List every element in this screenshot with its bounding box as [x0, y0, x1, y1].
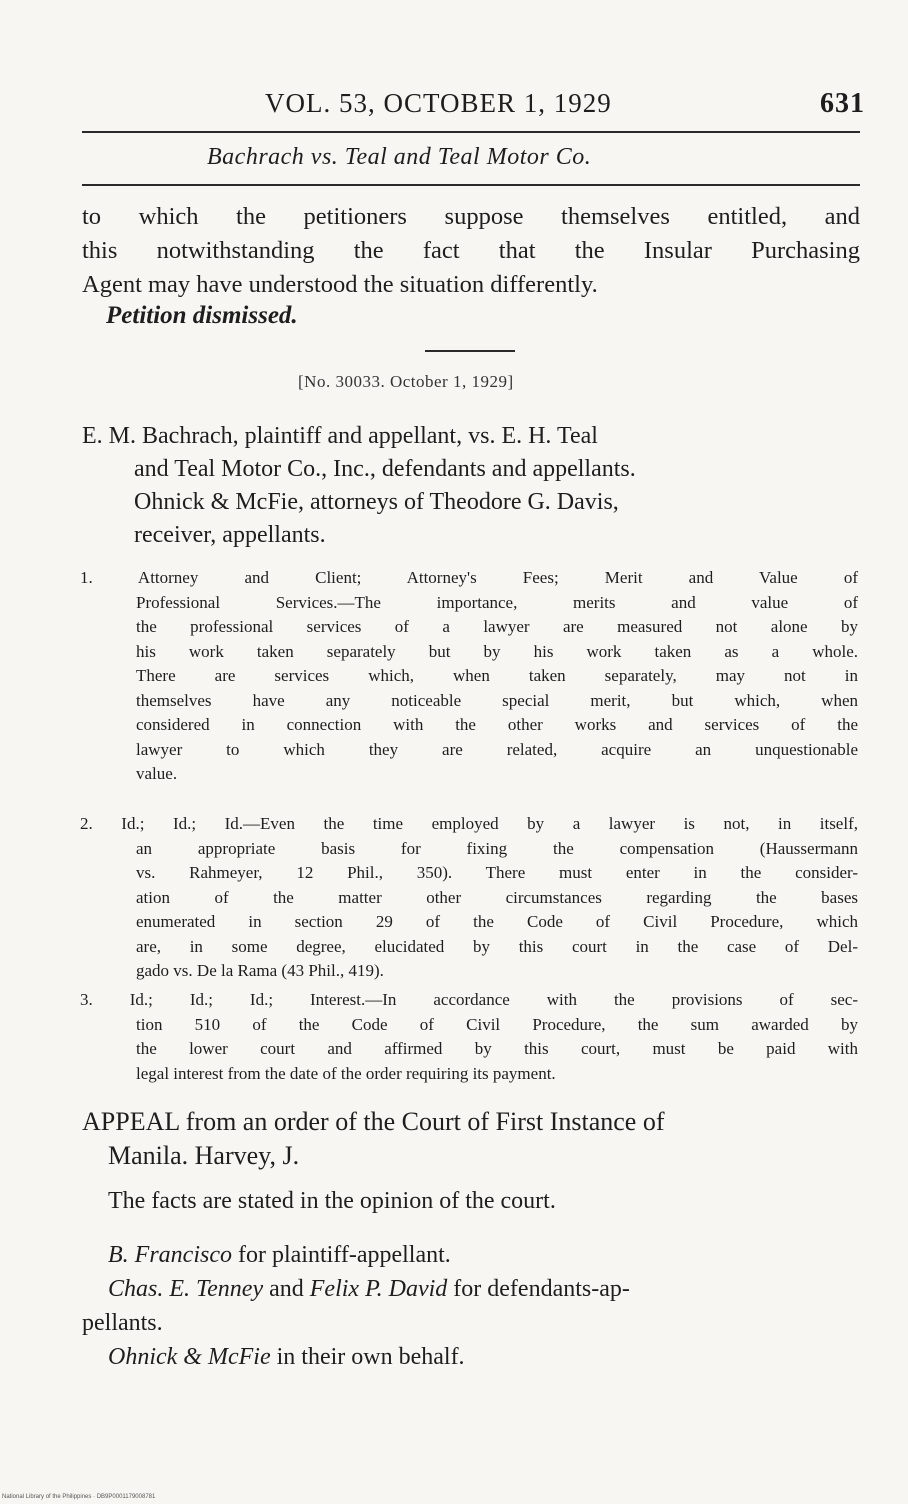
counsel-name: Chas. E. Tenney: [108, 1276, 264, 1302]
disposition: Petition dismissed.: [106, 302, 298, 329]
counsel-line: [82, 1340, 862, 1374]
counsel-line: [82, 1238, 862, 1272]
counsel-line: [82, 1272, 862, 1306]
counsel-role: in their own behalf.: [270, 1344, 465, 1370]
syllabus-line: an appropriate basis for fixing the compensation (Haussermann: [136, 838, 858, 858]
counsel-role: for plaintiff-appellant.: [231, 1242, 451, 1268]
parties-line: E. M. Bachrach, plaintiff and appellant, vs. E. H. Teal: [82, 423, 598, 449]
syllabus-line: Professional Services.—The importance, merits and value of: [136, 592, 858, 612]
syllabus-line: his work taken separately but by his work taken as a whole.: [136, 641, 858, 661]
syllabus-line: themselves have any noticeable special merit, but which, when: [136, 690, 858, 710]
syllabus-line: legal interest from the date of the order requiring its payment.: [136, 1063, 556, 1083]
syllabus-line: value.: [136, 764, 178, 783]
syllabus-item-2: [80, 812, 858, 984]
syllabus-line: enumerated in section 29 of the Code of Civil Procedure, which: [136, 912, 858, 931]
syllabus-line: vs. Rahmeyer, 12 Phil., 350). There must enter in the consider-: [136, 863, 858, 882]
counsel-name: B. Francisco: [108, 1242, 232, 1268]
syllabus-line: lawyer to which they are related, acquire an unquestionable: [136, 739, 858, 759]
header-rule: [82, 131, 860, 133]
appeal-line: APPEAL from an order of the Court of First Instance of: [82, 1107, 665, 1136]
syllabus-line: 1. Attorney and Client; Attorney's Fees; Merit and Value of: [80, 568, 858, 587]
section-divider: [425, 350, 515, 352]
archive-stamp: National Library of the Philippines · DB9P0001179008781: [2, 1494, 156, 1500]
syllabus-line: 3. Id.; Id.; Id.; Interest.—In accordance with the provisions of sec-: [80, 990, 858, 1009]
counsel-role: for defendants-ap-: [447, 1276, 630, 1302]
case-parties: [82, 420, 862, 552]
page-number: 631: [820, 88, 865, 119]
counsel-name: Ohnick & McFie: [108, 1344, 271, 1370]
parties-line: and Teal Motor Co., Inc., defendants and appellants.: [134, 456, 636, 482]
running-title: Bachrach vs. Teal and Teal Motor Co.: [207, 144, 592, 170]
syllabus-item-1: [80, 566, 858, 787]
counsel-name: Felix P. David: [309, 1276, 448, 1302]
docket-number: [No. 30033. October 1, 1929]: [298, 372, 514, 391]
parties-line: Ohnick & McFie, attorneys of Theodore G. Davis,: [134, 489, 619, 515]
syllabus-line: tion 510 of the Code of Civil Procedure, the sum awarded by: [136, 1014, 858, 1034]
paragraph-line: to which the petitioners suppose themselves entitled, and: [82, 203, 860, 230]
running-title-rule: [82, 184, 860, 186]
appeal-statement: [82, 1105, 862, 1173]
syllabus-line: gado vs. De la Rama (43 Phil., 419).: [136, 961, 384, 980]
facts-statement: The facts are stated in the opinion of the court.: [108, 1188, 556, 1214]
syllabus-line: There are services which, when taken separately, may not in: [136, 666, 858, 685]
counsel-block: [82, 1238, 862, 1374]
parties-line: receiver, appellants.: [134, 522, 326, 548]
syllabus-line: the lower court and affirmed by this court, must be paid with: [136, 1039, 858, 1058]
opening-paragraph: [82, 200, 860, 302]
volume-date: VOL. 53, OCTOBER 1, 1929: [265, 88, 612, 118]
page-header: [265, 88, 865, 128]
paragraph-line: this notwithstanding the fact that the Insular Purchasing: [82, 237, 860, 264]
appeal-line: Manila. Harvey, J.: [108, 1141, 300, 1170]
syllabus-line: the professional services of a lawyer are measured not alone by: [136, 617, 858, 636]
syllabus-item-3: [80, 988, 858, 1086]
syllabus-line: ation of the matter other circumstances regarding the bases: [136, 887, 858, 907]
counsel-conjunction: and: [263, 1276, 310, 1302]
syllabus-line: are, in some degree, elucidated by this court in the case of Del-: [136, 936, 858, 956]
counsel-line: pellants.: [82, 1310, 163, 1336]
syllabus-line: considered in connection with the other works and services of the: [136, 715, 858, 734]
paragraph-line: Agent may have understood the situation differently.: [82, 271, 598, 298]
syllabus-line: 2. Id.; Id.; Id.—Even the time employed by a lawyer is not, in itself,: [80, 814, 858, 833]
